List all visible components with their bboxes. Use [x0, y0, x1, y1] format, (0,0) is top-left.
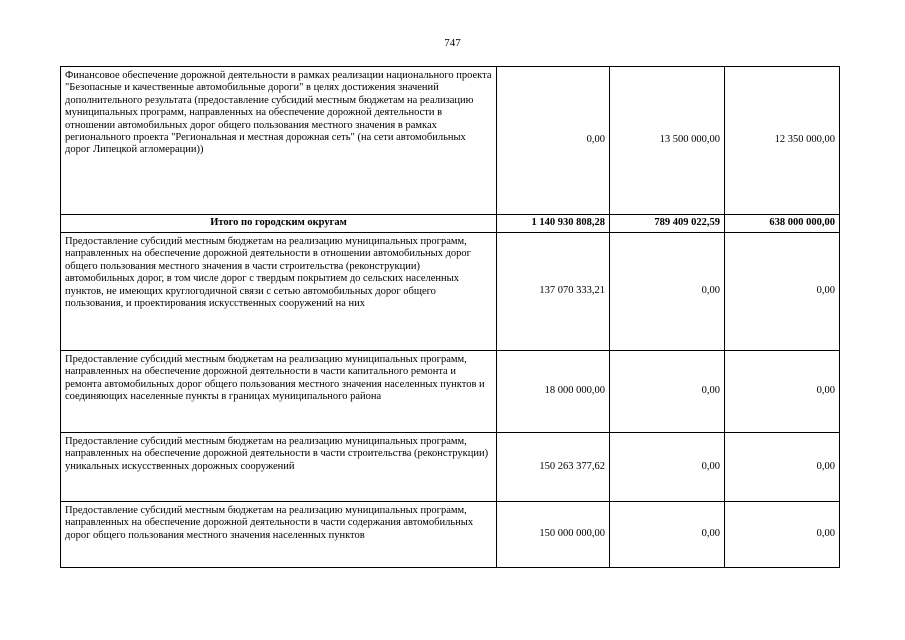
- total-label: Итого по городским округам: [61, 215, 497, 233]
- table-row: [61, 502, 840, 568]
- table-row: [61, 67, 840, 215]
- row-value-1: 18 000 000,00: [497, 351, 610, 433]
- row-value-1: 150 000 000,00: [497, 502, 610, 568]
- row-description: Предоставление субсидий местным бюджетам на реализацию муниципальных программ, направленных на обеспечение дорожной деятельности в части содержания автомобильных дорог общего пользования местного значения населенных пунктов: [61, 502, 497, 568]
- row-value-1: 150 263 377,62: [497, 433, 610, 502]
- row-value-2: 0,00: [610, 433, 725, 502]
- row-value-3: 12 350 000,00: [725, 67, 840, 215]
- row-value-1: 0,00: [497, 67, 610, 215]
- total-value-1: 1 140 930 808,28: [497, 215, 610, 233]
- row-value-2: 0,00: [610, 233, 725, 351]
- row-description: Предоставление субсидий местным бюджетам на реализацию муниципальных программ, направленных на обеспечение дорожной деятельности в части строительства (реконструкции) уникальных искусственных дорожных сооружений: [61, 433, 497, 502]
- row-value-3: 0,00: [725, 502, 840, 568]
- table-row: [61, 433, 840, 502]
- total-value-2: 789 409 022,59: [610, 215, 725, 233]
- row-value-2: 13 500 000,00: [610, 67, 725, 215]
- row-value-3: 0,00: [725, 233, 840, 351]
- row-value-2: 0,00: [610, 502, 725, 568]
- row-value-2: 0,00: [610, 351, 725, 433]
- total-value-3: 638 000 000,00: [725, 215, 840, 233]
- row-value-3: 0,00: [725, 351, 840, 433]
- row-description: Предоставление субсидий местным бюджетам на реализацию муниципальных программ, направленных на обеспечение дорожной деятельности в части капитального ремонта и ремонта автомобильных дорог общего пользования местного значения населенных пунктов и соединяющих населенные пункты в границах муниципального района: [61, 351, 497, 433]
- row-description: Финансовое обеспечение дорожной деятельности в рамках реализации национального проекта "Безопасные и качественные автомобильные дороги" в целях достижения значений дополнительного результата (предоставление субсидий местным бюджетам на реализацию муниципальных программ, направленных на обеспечение дорожной деятельности в отношении автомобильных дорог общего пользования местного значения в рамках регионального проекта "Региональная и местная дорожная сеть" (на сети автомобильных дорог Липецкой агломерации)): [61, 67, 497, 215]
- row-value-1: 137 070 333,21: [497, 233, 610, 351]
- row-value-3: 0,00: [725, 433, 840, 502]
- row-description: Предоставление субсидий местным бюджетам на реализацию муниципальных программ, направленных на обеспечение дорожной деятельности в отношении автомобильных дорог общего пользования местного значения в части строительства (реконструкции) автомобильных дорог, в том числе дорог с твердым покрытием до сельских населенных пунктов, не имеющих круглогодичной связи с сетью автомобильных дорог общего пользования, и проектирования искусственных сооружений на них: [61, 233, 497, 351]
- table-row: [61, 233, 840, 351]
- total-row: [61, 215, 840, 233]
- table-row: [61, 351, 840, 433]
- page-number: 747: [444, 37, 461, 49]
- budget-table: [60, 66, 840, 568]
